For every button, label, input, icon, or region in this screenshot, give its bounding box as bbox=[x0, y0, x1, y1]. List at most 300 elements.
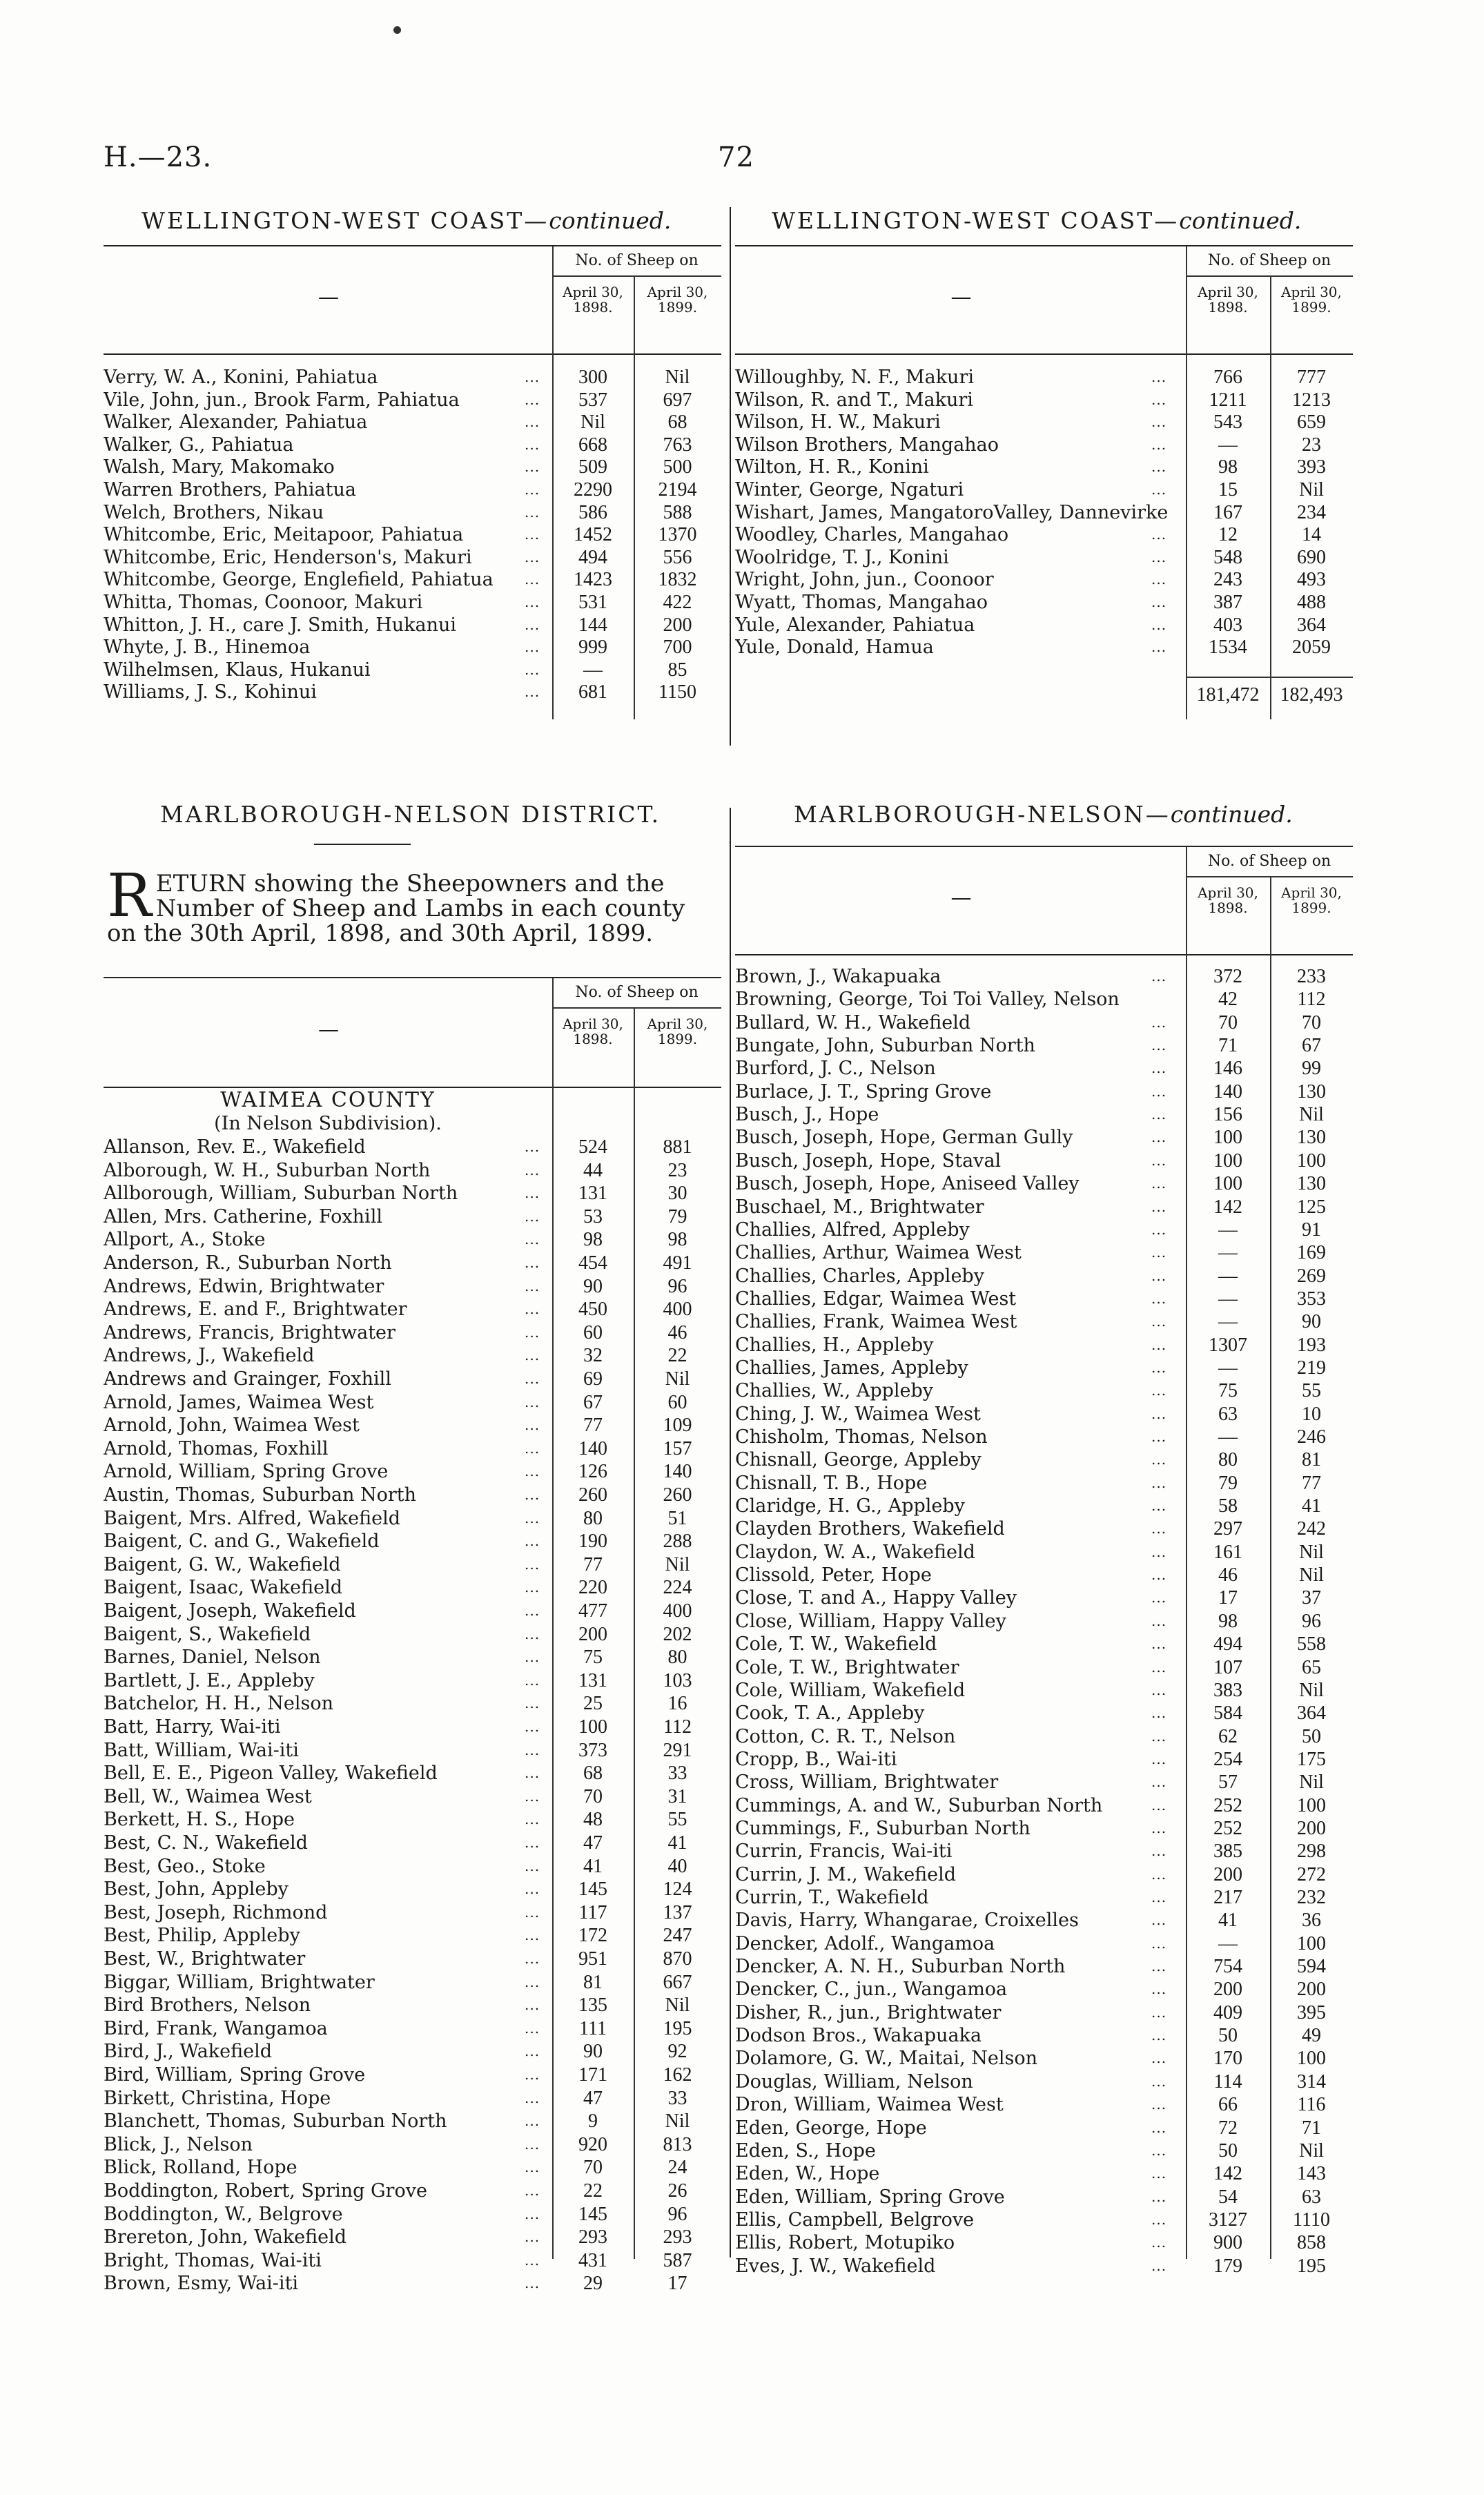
sheep-1899: 55 bbox=[1302, 1380, 1321, 1402]
owner-name: Wilson, R. and T., Makuri bbox=[735, 389, 973, 411]
owner-name: Bird, William, Spring Grove bbox=[104, 2064, 366, 2086]
leader-dots: ... bbox=[1151, 1405, 1167, 1422]
owner-name: Dencker, C., jun., Wangamoa bbox=[735, 1979, 1008, 2001]
owner-name: Allanson, Rev. E., Wakefield bbox=[104, 1136, 366, 1158]
sheep-1898: 548 bbox=[1213, 546, 1242, 568]
owner-name: Wright, John, jun., Coonoor bbox=[735, 569, 994, 591]
leader-dots: ... bbox=[1151, 1129, 1167, 1146]
sheep-1898: 300 bbox=[578, 367, 607, 388]
sheep-1899: 81 bbox=[1302, 1449, 1321, 1471]
sheep-1898: 41 bbox=[1218, 1910, 1238, 1932]
leader-dots: ... bbox=[525, 2066, 540, 2083]
sheep-1899: 291 bbox=[663, 1739, 692, 1761]
owner-name: Best, John, Appleby bbox=[104, 1878, 289, 1901]
table-row bbox=[735, 1955, 1353, 1978]
table-row bbox=[104, 1878, 721, 1901]
owner-name: Allborough, William, Suburban North bbox=[104, 1183, 458, 1205]
leader-dots: ... bbox=[1151, 1428, 1167, 1445]
owner-name: Whyte, J. B., Hinemoa bbox=[104, 637, 311, 659]
county-subdivision: (In Nelson Subdivision). bbox=[214, 1113, 442, 1134]
leader-dots: ... bbox=[1151, 616, 1167, 633]
sheep-1898: 58 bbox=[1218, 1495, 1238, 1517]
table-row bbox=[735, 1310, 1353, 1333]
table-row bbox=[735, 2231, 1353, 2254]
header-group-label: No. of Sheep on bbox=[575, 984, 699, 1001]
owner-name: Whitcombe, George, Englefield, Pahiatua bbox=[104, 569, 494, 591]
sheep-1898: — bbox=[1218, 1265, 1238, 1287]
leader-dots: ... bbox=[1151, 1336, 1167, 1353]
leader-dots: ... bbox=[525, 1138, 540, 1155]
leader-dots: ... bbox=[1151, 1912, 1167, 1929]
table-row bbox=[104, 1344, 721, 1368]
table-row bbox=[735, 366, 1353, 389]
sheep-1898: 260 bbox=[578, 1484, 607, 1506]
owner-name: Bird, Frank, Wangamoa bbox=[104, 2017, 328, 2039]
header-dash: — bbox=[318, 284, 339, 309]
owner-name: Woodley, Charles, Mangahao bbox=[735, 524, 1009, 546]
owner-name: Andrews, E. and F., Brightwater bbox=[104, 1299, 407, 1321]
owner-name: Challies, H., Appleby bbox=[735, 1334, 934, 1356]
sheep-1898: 1534 bbox=[1209, 637, 1247, 659]
sheep-1899: 224 bbox=[663, 1577, 692, 1599]
sheep-1899: 51 bbox=[667, 1507, 687, 1529]
leader-dots: ... bbox=[525, 1231, 540, 1248]
sheep-1899: 247 bbox=[663, 1925, 692, 1947]
table-row bbox=[735, 1057, 1353, 1080]
owner-name: Cummings, A. and W., Suburban North bbox=[735, 1794, 1103, 1816]
sheep-1899: 130 bbox=[1297, 1127, 1326, 1149]
sheep-1898: — bbox=[1218, 1426, 1238, 1448]
sheep-1898: 586 bbox=[578, 501, 607, 523]
leader-dots: ... bbox=[525, 2019, 540, 2037]
table-row bbox=[735, 2070, 1353, 2093]
table-row bbox=[735, 1265, 1353, 1288]
owner-name: Best, C. N., Wakefield bbox=[104, 1832, 308, 1854]
sheep-1898: 66 bbox=[1218, 2094, 1238, 2116]
leader-dots: ... bbox=[1151, 1635, 1167, 1653]
sheep-1898: 142 bbox=[1213, 2163, 1242, 2185]
table-row bbox=[104, 501, 721, 524]
owner-name: Challies, Arthur, Waimea West bbox=[735, 1242, 1022, 1264]
owner-name: Eden, William, Spring Grove bbox=[735, 2186, 1005, 2208]
header-group-label: No. of Sheep on bbox=[575, 252, 699, 269]
leader-dots: ... bbox=[525, 571, 540, 588]
owner-name: Woolridge, T. J., Konini bbox=[735, 546, 949, 568]
table-row bbox=[735, 1126, 1353, 1149]
sheep-1898: 1211 bbox=[1209, 389, 1247, 411]
sheep-1898: 156 bbox=[1213, 1104, 1242, 1126]
section-title-marlborough-right: MARLBOROUGH-NELSON—continued. bbox=[794, 801, 1293, 828]
sheep-1898: 111 bbox=[579, 2017, 607, 2039]
header-col-1898: April 30, 1898. bbox=[563, 284, 623, 315]
table-row bbox=[104, 2040, 721, 2064]
owner-name: Challies, Charles, Appleby bbox=[735, 1265, 984, 1287]
owner-name: Ching, J. W., Waimea West bbox=[735, 1403, 981, 1425]
leader-dots: ... bbox=[525, 2251, 540, 2269]
sheep-1898: 9 bbox=[588, 2110, 598, 2133]
column-header bbox=[735, 245, 1353, 355]
leader-dots: ... bbox=[525, 1277, 540, 1294]
leader-dots: ... bbox=[1151, 1060, 1167, 1077]
table-row bbox=[104, 2203, 721, 2226]
sheep-1898: 100 bbox=[1213, 1173, 1242, 1195]
sheep-1899: 125 bbox=[1297, 1196, 1326, 1218]
owner-name: Allport, A., Stoke bbox=[104, 1229, 266, 1251]
table-row bbox=[735, 1586, 1353, 1609]
sheep-1899: 14 bbox=[1302, 524, 1321, 546]
leader-dots: ... bbox=[525, 1834, 540, 1851]
table-row bbox=[104, 2226, 721, 2249]
leader-dots: ... bbox=[1151, 1267, 1167, 1284]
sheep-1899: 46 bbox=[667, 1321, 687, 1343]
leader-dots: ... bbox=[525, 1555, 540, 1573]
sheep-1899: 31 bbox=[667, 1785, 687, 1807]
leader-dots: ... bbox=[1151, 414, 1167, 431]
owner-name: Eden, S., Hope bbox=[735, 2139, 876, 2162]
owner-name: Bullard, W. H., Wakefield bbox=[735, 1011, 971, 1033]
sheep-1899: 103 bbox=[663, 1669, 692, 1691]
table-row bbox=[104, 1646, 721, 1669]
sheep-1899: 24 bbox=[667, 2157, 687, 2179]
table-row bbox=[104, 1716, 721, 1739]
sheep-1899: Nil bbox=[1299, 1541, 1324, 1563]
owner-name: Disher, R., jun., Brightwater bbox=[735, 2001, 1002, 2023]
sheep-1898: 537 bbox=[578, 389, 607, 411]
sheep-1898: 477 bbox=[578, 1600, 607, 1622]
header-col-1898: April 30, 1898. bbox=[1198, 884, 1258, 916]
sheep-1898: 131 bbox=[578, 1669, 607, 1691]
table-row bbox=[735, 1149, 1353, 1172]
leader-dots: ... bbox=[1151, 1497, 1167, 1515]
table-row bbox=[735, 1702, 1353, 1725]
sheep-1898: 200 bbox=[1213, 1979, 1242, 2001]
table-row bbox=[735, 636, 1353, 659]
sheep-1899: 70 bbox=[1302, 1011, 1321, 1033]
leader-dots: ... bbox=[525, 1741, 540, 1758]
table-row bbox=[735, 2162, 1353, 2185]
owner-name: Chisnall, George, Appleby bbox=[735, 1449, 982, 1471]
ink-speck bbox=[393, 26, 401, 34]
owner-name: Currin, J. M., Wakefield bbox=[735, 1863, 957, 1885]
table-row bbox=[104, 1855, 721, 1878]
table-row bbox=[735, 523, 1353, 546]
sheep-1899: 41 bbox=[667, 1832, 687, 1854]
owner-name: Yule, Donald, Hamua bbox=[735, 637, 934, 659]
sheep-1898: 951 bbox=[578, 1948, 607, 1970]
sheep-1899: 364 bbox=[1297, 1702, 1326, 1725]
table-row bbox=[104, 2017, 721, 2041]
owner-name: Cross, William, Brightwater bbox=[735, 1771, 999, 1794]
leader-dots: ... bbox=[1151, 1244, 1167, 1261]
table-row bbox=[735, 1771, 1353, 1794]
sheep-1899: 49 bbox=[1302, 2025, 1321, 2047]
leader-dots: ... bbox=[525, 1649, 540, 1666]
leader-dots: ... bbox=[525, 1486, 540, 1503]
sheep-1898: 2290 bbox=[574, 479, 612, 501]
owner-name: Batt, William, Wai-iti bbox=[104, 1739, 299, 1761]
leader-dots: ... bbox=[1151, 1889, 1167, 1905]
sheep-1898: 75 bbox=[1218, 1380, 1238, 1402]
sheep-1899: 130 bbox=[1297, 1173, 1326, 1195]
sheep-1899: 393 bbox=[1297, 456, 1326, 478]
sheep-1898: 144 bbox=[578, 614, 607, 636]
sheep-1899: 422 bbox=[663, 592, 692, 613]
leader-dots: ... bbox=[1151, 1382, 1167, 1399]
leader-dots: ... bbox=[525, 1927, 540, 1944]
table-row bbox=[735, 2001, 1353, 2024]
sheep-1898: 403 bbox=[1213, 614, 1242, 636]
sheep-1898: 42 bbox=[1218, 989, 1238, 1011]
table-row bbox=[735, 1241, 1353, 1264]
sheep-1898: 372 bbox=[1213, 966, 1242, 987]
leader-dots: ... bbox=[525, 1301, 540, 1318]
owner-name: Blick, J., Nelson bbox=[104, 2133, 253, 2155]
sheep-1898: 22 bbox=[583, 2180, 603, 2202]
table-row bbox=[735, 1610, 1353, 1633]
leader-dots: ... bbox=[1151, 1589, 1167, 1606]
header-hline bbox=[1186, 876, 1353, 877]
table-row bbox=[104, 636, 721, 659]
sheep-1898: 220 bbox=[578, 1577, 607, 1599]
sheep-1899: 594 bbox=[1297, 1956, 1326, 1978]
leader-dots: ... bbox=[525, 1857, 540, 1874]
sheep-1898: 77 bbox=[583, 1415, 603, 1437]
sheep-1899: 488 bbox=[1297, 592, 1326, 613]
leader-dots: ... bbox=[525, 1533, 540, 1550]
owner-name: Dron, William, Waimea West bbox=[735, 2094, 1004, 2116]
table-row bbox=[104, 523, 721, 546]
header-col-1899: April 30, 1899. bbox=[1281, 284, 1342, 315]
leader-dots: ... bbox=[1151, 1658, 1167, 1676]
sheep-1898: 98 bbox=[1218, 456, 1238, 478]
sheep-1898: 90 bbox=[583, 2041, 603, 2063]
owner-name: Claydon, W. A., Wakefield bbox=[735, 1541, 975, 1563]
leader-dots: ... bbox=[1151, 1705, 1167, 1722]
table-row bbox=[735, 456, 1353, 478]
owner-name: Bungate, John, Suburban North bbox=[735, 1035, 1035, 1057]
leader-dots: ... bbox=[1151, 1727, 1167, 1745]
table-row bbox=[104, 1576, 721, 1600]
owner-name: Clissold, Peter, Hope bbox=[735, 1564, 932, 1586]
sheep-1899: 1370 bbox=[658, 524, 697, 546]
table-row bbox=[735, 1840, 1353, 1863]
section-title-wellington-right: WELLINGTON-WEST COAST—continued. bbox=[772, 207, 1302, 234]
table-row bbox=[104, 1437, 721, 1461]
leader-dots: ... bbox=[1151, 1290, 1167, 1307]
sheep-1898: 71 bbox=[1218, 1035, 1238, 1057]
sheep-1898: 524 bbox=[578, 1136, 607, 1158]
owner-name: Eden, W., Hope bbox=[735, 2163, 880, 2185]
sheep-1899: 200 bbox=[1297, 1817, 1326, 1839]
leader-dots: ... bbox=[525, 2275, 540, 2292]
sheep-1899: 1150 bbox=[658, 681, 696, 703]
table-row bbox=[735, 1196, 1353, 1219]
leader-dots: ... bbox=[1151, 2072, 1167, 2090]
table-row bbox=[735, 1633, 1353, 1656]
leader-dots: ... bbox=[525, 1323, 540, 1341]
owner-name: Andrews, Francis, Brightwater bbox=[104, 1321, 396, 1343]
sheep-1898: 80 bbox=[583, 1507, 603, 1529]
sheep-1899: 700 bbox=[663, 637, 692, 659]
table-row bbox=[735, 1863, 1353, 1886]
sheep-1898: 53 bbox=[583, 1205, 603, 1227]
sheep-1898: — bbox=[1218, 1311, 1238, 1333]
sheep-1899: 130 bbox=[1297, 1080, 1326, 1103]
table-row bbox=[104, 2133, 721, 2157]
owner-name: Whitta, Thomas, Coonoor, Makuri bbox=[104, 592, 423, 613]
sheep-1899: 195 bbox=[1297, 2255, 1326, 2277]
sheep-1899: 233 bbox=[1297, 966, 1326, 987]
sheep-1898: 98 bbox=[1218, 1610, 1238, 1632]
table-row bbox=[104, 546, 721, 569]
sheep-1898: 48 bbox=[583, 1809, 603, 1831]
table-row bbox=[104, 434, 721, 456]
owner-name: Ellis, Campbell, Belgrove bbox=[735, 2208, 975, 2231]
sheep-1898: 1423 bbox=[574, 569, 612, 591]
table-row bbox=[735, 591, 1353, 614]
header-group-label: No. of Sheep on bbox=[1207, 853, 1331, 870]
sheep-1898: 57 bbox=[1218, 1771, 1238, 1794]
owner-name: Baigent, Joseph, Wakefield bbox=[104, 1600, 356, 1622]
leader-dots: ... bbox=[525, 1347, 540, 1364]
owner-name: Best, W., Brightwater bbox=[104, 1948, 306, 1970]
sheep-1898: 383 bbox=[1213, 1679, 1242, 1701]
sheep-1898: 70 bbox=[1218, 1011, 1238, 1033]
section-title-marlborough-district: MARLBOROUGH-NELSON DISTRICT. bbox=[160, 801, 661, 828]
leader-dots: ... bbox=[525, 2159, 540, 2176]
table-row bbox=[735, 2093, 1353, 2116]
sheep-1899: 288 bbox=[663, 1531, 692, 1553]
owner-name: Austin, Thomas, Suburban North bbox=[104, 1484, 417, 1506]
sheep-1899: Nil bbox=[1299, 1104, 1324, 1126]
sheep-1899: 491 bbox=[663, 1252, 692, 1274]
sheep-1898: 409 bbox=[1213, 2001, 1242, 2023]
leader-dots: ... bbox=[525, 391, 540, 408]
sheep-1898: 69 bbox=[583, 1368, 603, 1390]
owner-name: Bell, E. E., Pigeon Valley, Wakefield bbox=[104, 1763, 438, 1785]
sheep-1899: 80 bbox=[667, 1647, 687, 1669]
sheep-1899: 22 bbox=[667, 1345, 687, 1367]
owner-name: Alborough, W. H., Suburban North bbox=[104, 1159, 431, 1181]
sheep-1898: 46 bbox=[1218, 1564, 1238, 1586]
owner-name: Dencker, A. N. H., Suburban North bbox=[735, 1956, 1066, 1978]
sheep-1898: 142 bbox=[1213, 1196, 1242, 1218]
sheep-1899: 96 bbox=[1302, 1610, 1321, 1632]
sheep-1898: 385 bbox=[1213, 1841, 1242, 1863]
owner-name: Wilhelmsen, Klaus, Hukanui bbox=[104, 659, 371, 681]
owner-name: Challies, W., Appleby bbox=[735, 1380, 934, 1402]
sheep-1899: 124 bbox=[663, 1878, 692, 1901]
table-row bbox=[104, 1762, 721, 1785]
table-row bbox=[104, 1321, 721, 1345]
owner-name: Eden, George, Hope bbox=[735, 2117, 927, 2139]
sheep-1898: 50 bbox=[1218, 2139, 1238, 2162]
table-row bbox=[735, 1103, 1353, 1126]
table-row bbox=[104, 1182, 721, 1205]
leader-dots: ... bbox=[1151, 2234, 1167, 2251]
sheep-1898: 543 bbox=[1213, 411, 1242, 434]
leader-dots: ... bbox=[525, 481, 540, 498]
sheep-1898: 145 bbox=[578, 2203, 607, 2225]
header-col-1899: April 30, 1899. bbox=[1281, 884, 1342, 916]
sheep-1898: 170 bbox=[1213, 2048, 1242, 2070]
sheep-1899: 881 bbox=[663, 1136, 692, 1158]
sheep-1899: 558 bbox=[1297, 1633, 1326, 1656]
sheep-1899: 30 bbox=[667, 1183, 687, 1205]
leader-dots: ... bbox=[1151, 1198, 1167, 1215]
sheep-1898: — bbox=[1218, 1932, 1238, 1954]
sheep-1899: 219 bbox=[1297, 1357, 1326, 1379]
leader-dots: ... bbox=[1151, 2257, 1167, 2274]
sheep-1898: 29 bbox=[583, 2273, 603, 2295]
owner-name: Anderson, R., Suburban North bbox=[104, 1252, 392, 1274]
sheep-1898: 494 bbox=[1213, 1633, 1242, 1656]
table-row bbox=[735, 1932, 1353, 1955]
sheep-1898: 12 bbox=[1218, 524, 1238, 546]
owner-name: Burford, J. C., Nelson bbox=[735, 1058, 936, 1080]
owner-name: Wishart, James, MangatoroValley, Dannevirke bbox=[735, 501, 1169, 523]
sheep-1899: 202 bbox=[663, 1623, 692, 1645]
sheep-1899: Nil bbox=[1299, 1771, 1324, 1794]
table-row bbox=[735, 965, 1353, 988]
sheep-1899: 193 bbox=[1297, 1334, 1326, 1356]
table-row bbox=[735, 1794, 1353, 1817]
owner-name: Burlace, J. T., Spring Grove bbox=[735, 1080, 992, 1103]
table-row bbox=[735, 1080, 1353, 1103]
sheep-1899: Nil bbox=[665, 2110, 690, 2133]
leader-dots: ... bbox=[1151, 1543, 1167, 1560]
sheep-1899: 200 bbox=[1297, 1979, 1326, 2001]
sheep-1899: Nil bbox=[665, 367, 690, 388]
sheep-1899: 109 bbox=[663, 1415, 692, 1437]
owner-name: Ellis, Robert, Motupiko bbox=[735, 2232, 955, 2254]
header-col-1899: April 30, 1899. bbox=[647, 284, 708, 315]
owner-name: Whitcombe, Eric, Meitapoor, Pahiatua bbox=[104, 524, 464, 546]
sheep-1898: 252 bbox=[1213, 1817, 1242, 1839]
leader-dots: ... bbox=[1151, 2119, 1167, 2136]
owner-name: Brown, J., Wakapuaka bbox=[735, 966, 941, 987]
table-row bbox=[735, 1448, 1353, 1471]
return-description: R ETURN showing the Sheepowners and the Number of Sheep and Lambs in each county on the 30th April, 1898, and 30th April, 1899. bbox=[107, 862, 685, 947]
sheep-1899: 143 bbox=[1297, 2163, 1326, 2185]
table-row bbox=[735, 411, 1353, 434]
sheep-1898: 98 bbox=[583, 1229, 603, 1251]
sheep-1899: 96 bbox=[667, 1275, 687, 1297]
sheep-1898: 254 bbox=[1213, 1748, 1242, 1770]
table-row bbox=[735, 2117, 1353, 2139]
table-row bbox=[104, 1298, 721, 1321]
owner-name: Batt, Harry, Wai-iti bbox=[104, 1716, 281, 1738]
table-row bbox=[104, 614, 721, 637]
sheep-1899: 169 bbox=[1297, 1242, 1326, 1264]
sheep-1898: 431 bbox=[578, 2249, 607, 2271]
owner-name: Cotton, C. R. T., Nelson bbox=[735, 1725, 956, 1747]
owner-name: Yule, Alexander, Pahiatua bbox=[735, 614, 975, 636]
sheep-1899: 37 bbox=[1302, 1587, 1321, 1609]
owner-name: Welch, Brothers, Nikau bbox=[104, 501, 324, 523]
sheep-1898: 454 bbox=[578, 1252, 607, 1274]
sheep-1899: 2059 bbox=[1292, 637, 1331, 659]
table-row bbox=[104, 389, 721, 411]
totals-rule bbox=[1186, 677, 1353, 678]
sheep-1899: 36 bbox=[1302, 1910, 1321, 1932]
owner-name: Davis, Harry, Whangarae, Croixelles bbox=[735, 1910, 1079, 1932]
leader-dots: ... bbox=[1151, 1958, 1167, 1975]
leader-dots: ... bbox=[525, 616, 540, 633]
sheep-1898: 90 bbox=[583, 1275, 603, 1297]
sheep-1899: 364 bbox=[1297, 614, 1326, 636]
sheep-1899: 200 bbox=[663, 614, 692, 636]
